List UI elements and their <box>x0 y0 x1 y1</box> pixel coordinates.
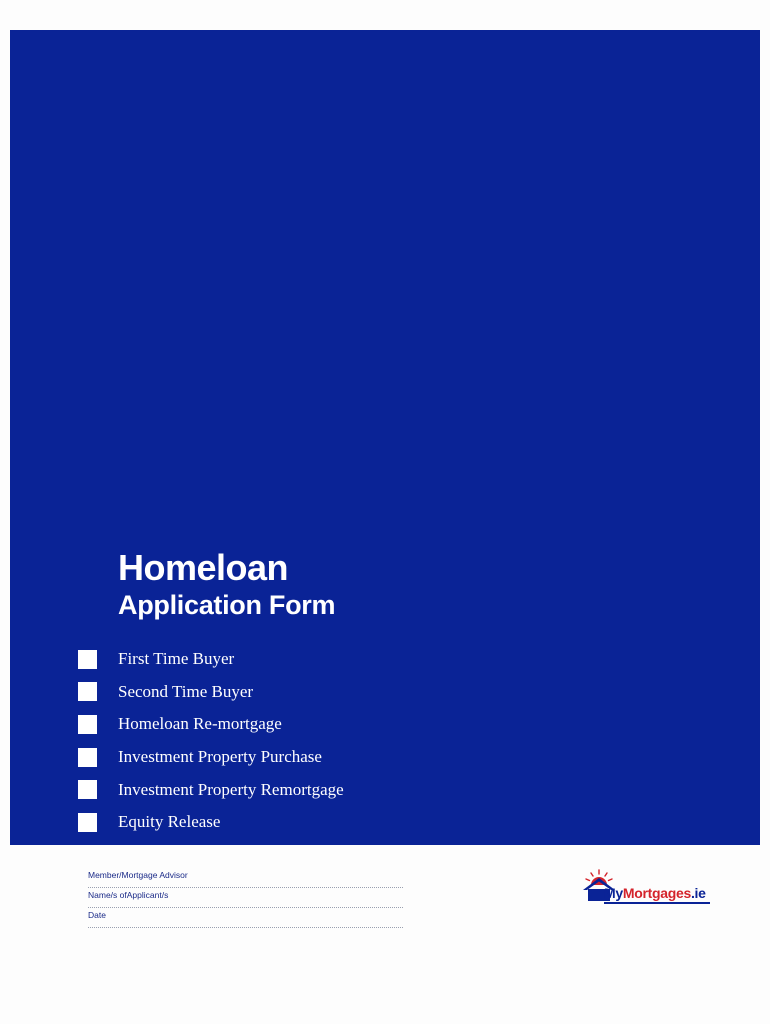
option-equity-release[interactable] <box>78 806 344 839</box>
equity-release-checkbox[interactable] <box>78 813 97 832</box>
date-field-row <box>88 908 403 928</box>
form-title: Homeloan <box>118 547 289 588</box>
application-type-options <box>78 643 344 839</box>
form-subtitle: Application Form <box>118 590 336 620</box>
applicant-details <box>88 868 403 928</box>
date-field[interactable] <box>208 908 403 928</box>
logo-text-my: My <box>604 885 623 901</box>
mymortgages-logo <box>582 868 712 906</box>
option-second-time-buyer[interactable] <box>78 676 344 709</box>
option-investment-property-remortgage[interactable] <box>78 773 344 806</box>
option-label: Investment Property Purchase <box>118 747 322 767</box>
logo-wordmark <box>604 885 706 901</box>
option-first-time-buyer[interactable] <box>78 643 344 676</box>
applicant-names-field-label: Name/s ofApplicant/s <box>88 890 169 900</box>
logo-underline <box>604 902 710 904</box>
homeloan-remortgage-checkbox[interactable] <box>78 715 97 734</box>
option-label: Investment Property Remortgage <box>118 779 344 799</box>
option-label: Second Time Buyer <box>118 681 254 701</box>
logo-text-mortgages: Mortgages <box>622 885 691 901</box>
first-time-buyer-checkbox[interactable] <box>78 650 97 669</box>
option-label: First Time Buyer <box>118 649 235 669</box>
option-label: Equity Release <box>118 812 221 832</box>
applicant-names-field-row <box>88 888 403 908</box>
second-time-buyer-checkbox[interactable] <box>78 682 97 701</box>
advisor-field[interactable] <box>208 868 403 888</box>
option-investment-property-purchase[interactable] <box>78 741 344 774</box>
date-field-label: Date <box>88 910 106 920</box>
advisor-field-label: Member/Mortgage Advisor <box>88 870 188 880</box>
investment-property-purchase-checkbox[interactable] <box>78 748 97 767</box>
logo-text-ie: .ie <box>690 885 706 901</box>
advisor-field-row <box>88 868 403 888</box>
option-homeloan-remortgage[interactable] <box>78 708 344 741</box>
applicant-names-field[interactable] <box>208 888 403 908</box>
investment-property-remortgage-checkbox[interactable] <box>78 780 97 799</box>
option-label: Homeloan Re-mortgage <box>118 714 282 734</box>
